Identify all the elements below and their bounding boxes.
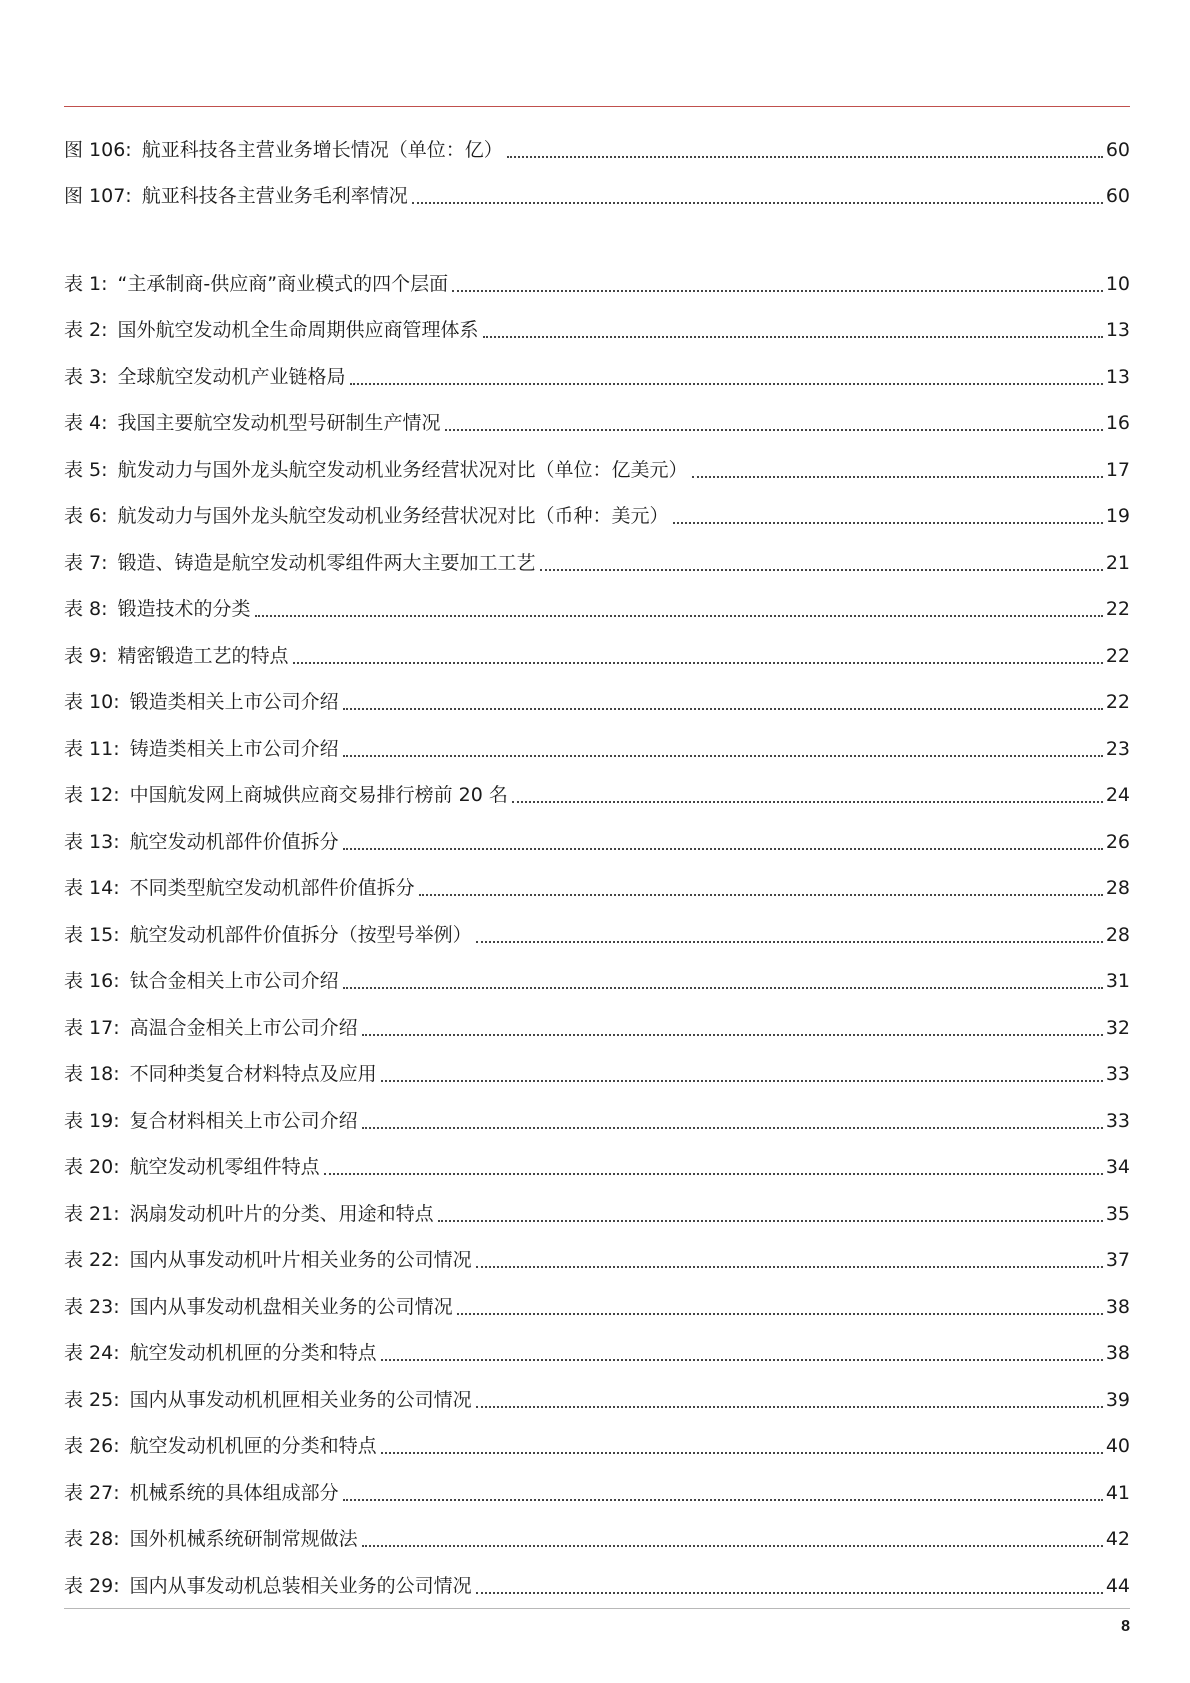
dot-leader <box>476 1266 1103 1268</box>
toc-page-number: 34 <box>1105 1156 1130 1178</box>
toc-title: 航发动力与国外龙头航空发动机业务经营状况对比（单位：亿美元） <box>117 458 688 481</box>
dot-leader <box>324 1173 1103 1175</box>
toc-page-number: 33 <box>1105 1063 1130 1085</box>
toc-page-number: 31 <box>1105 970 1130 992</box>
toc-label: 表 19: <box>64 1109 120 1132</box>
toc-entry-table-1[interactable] <box>64 262 1130 309</box>
toc-label: 表 14: <box>64 877 120 899</box>
toc-label: 表 27: <box>64 1481 120 1504</box>
toc-title: 锻造、铸造是航空发动机零组件两大主要加工工艺 <box>117 551 536 574</box>
dot-leader <box>452 290 1103 292</box>
toc-entry-table-8[interactable] <box>64 588 1130 635</box>
toc-label: 表 3: <box>64 365 108 388</box>
toc-page-number: 13 <box>1105 365 1130 388</box>
toc-title: 不同种类复合材料特点及应用 <box>129 1063 377 1085</box>
toc-title: 不同类型航空发动机部件价值拆分 <box>129 877 415 899</box>
toc-entry-table-6[interactable] <box>64 495 1130 542</box>
toc-title: 高温合金相关上市公司介绍 <box>129 1016 358 1039</box>
toc-entry-table-4[interactable] <box>64 402 1130 449</box>
toc-label: 表 24: <box>64 1342 120 1364</box>
page-number: 8 <box>1121 1618 1130 1635</box>
toc-label: 表 22: <box>64 1249 120 1271</box>
dot-leader <box>483 336 1103 338</box>
toc-page-number: 16 <box>1105 412 1130 434</box>
dot-leader <box>255 615 1103 617</box>
toc-page-number: 22 <box>1105 644 1130 667</box>
toc-entry-table-7[interactable] <box>64 541 1130 588</box>
toc-entry-table-17[interactable] <box>64 1006 1130 1053</box>
toc-page-number: 42 <box>1105 1528 1130 1550</box>
toc-label: 表 13: <box>64 830 120 853</box>
toc-title: 中国航发网上商城供应商交易排行榜前 20 名 <box>129 784 508 806</box>
toc-title: 国内从事发动机机匣相关业务的公司情况 <box>129 1388 472 1411</box>
toc-page-number: 10 <box>1105 272 1130 295</box>
toc-page-number: 60 <box>1105 185 1130 207</box>
toc-label: 表 18: <box>64 1063 120 1085</box>
toc-entry-table-13[interactable] <box>64 820 1130 867</box>
toc-label: 表 10: <box>64 691 120 713</box>
dot-leader <box>673 522 1103 524</box>
toc-title: 国内从事发动机盘相关业务的公司情况 <box>129 1295 453 1318</box>
toc-page-number: 22 <box>1105 691 1130 713</box>
dot-leader <box>512 801 1103 803</box>
dot-leader <box>381 1359 1103 1361</box>
toc-label: 表 15: <box>64 923 120 946</box>
toc-page-number: 26 <box>1105 830 1130 853</box>
toc-label: 表 1: <box>64 272 108 295</box>
toc-label: 表 2: <box>64 319 108 341</box>
header-rule <box>64 106 1130 107</box>
toc-entry-figure-107[interactable] <box>64 175 1130 222</box>
toc-label: 表 6: <box>64 505 108 527</box>
toc-label: 表 12: <box>64 784 120 806</box>
toc-entry-table-18[interactable] <box>64 1053 1130 1100</box>
toc-entry-table-15[interactable] <box>64 913 1130 960</box>
toc-entry-table-2[interactable] <box>64 309 1130 356</box>
dot-leader <box>343 1499 1103 1501</box>
toc-entry-table-29[interactable] <box>64 1564 1130 1611</box>
toc-title: 铸造类相关上市公司介绍 <box>129 737 339 760</box>
toc-label: 图 106: <box>64 138 132 161</box>
toc-page-number: 60 <box>1105 138 1130 161</box>
dot-leader <box>419 894 1103 896</box>
toc-label: 表 9: <box>64 644 108 667</box>
dot-leader <box>362 1127 1103 1129</box>
toc-entry-table-5[interactable] <box>64 448 1130 495</box>
dot-leader <box>476 1406 1103 1408</box>
toc-entry-table-24[interactable] <box>64 1332 1130 1379</box>
toc-label: 表 29: <box>64 1574 120 1597</box>
toc-entry-table-11[interactable] <box>64 727 1130 774</box>
toc-label: 表 7: <box>64 551 108 574</box>
toc-entry-table-3[interactable] <box>64 355 1130 402</box>
toc-title: 机械系统的具体组成部分 <box>129 1481 339 1504</box>
dot-leader <box>343 755 1103 757</box>
toc-title: 航空发动机机匣的分类和特点 <box>129 1342 377 1364</box>
toc-page-number: 38 <box>1105 1342 1130 1364</box>
toc-title: 航发动力与国外龙头航空发动机业务经营状况对比（币种：美元） <box>117 505 669 527</box>
table-of-contents <box>64 128 1130 1611</box>
toc-entry-table-22[interactable] <box>64 1239 1130 1286</box>
toc-label: 表 11: <box>64 737 120 760</box>
toc-title: 全球航空发动机产业链格局 <box>117 365 346 388</box>
toc-entry-figure-106[interactable] <box>64 128 1130 175</box>
dot-leader <box>476 1592 1103 1594</box>
toc-label: 表 25: <box>64 1388 120 1411</box>
toc-page-number: 22 <box>1105 598 1130 620</box>
dot-leader <box>438 1220 1103 1222</box>
toc-page-number: 19 <box>1105 505 1130 527</box>
toc-entry-table-12[interactable] <box>64 774 1130 821</box>
dot-leader <box>350 383 1103 385</box>
toc-label: 表 5: <box>64 458 108 481</box>
toc-title: 复合材料相关上市公司介绍 <box>129 1109 358 1132</box>
toc-page-number: 41 <box>1105 1481 1130 1504</box>
toc-entry-table-9[interactable] <box>64 634 1130 681</box>
toc-entry-table-19[interactable] <box>64 1099 1130 1146</box>
toc-entry-table-28[interactable] <box>64 1518 1130 1565</box>
toc-page-number: 33 <box>1105 1109 1130 1132</box>
dot-leader <box>362 1034 1103 1036</box>
toc-page-number: 38 <box>1105 1295 1130 1318</box>
toc-page-number: 32 <box>1105 1016 1130 1039</box>
dot-leader <box>381 1080 1103 1082</box>
toc-title: 国内从事发动机总装相关业务的公司情况 <box>129 1574 472 1597</box>
toc-entry-table-23[interactable] <box>64 1285 1130 1332</box>
toc-title: 锻造技术的分类 <box>117 598 251 620</box>
toc-page-number: 28 <box>1105 877 1130 899</box>
toc-entry-table-10[interactable] <box>64 681 1130 728</box>
dot-leader <box>412 202 1103 204</box>
toc-page-number: 21 <box>1105 551 1130 574</box>
dot-leader <box>293 662 1103 664</box>
toc-title: 航空发动机零组件特点 <box>129 1156 320 1178</box>
toc-page-number: 37 <box>1105 1249 1130 1271</box>
toc-label: 表 16: <box>64 970 120 992</box>
toc-label: 表 4: <box>64 412 108 434</box>
dot-leader <box>362 1545 1103 1547</box>
dot-leader <box>540 569 1103 571</box>
toc-title: “主承制商-供应商”商业模式的四个层面 <box>117 272 449 295</box>
toc-label: 表 17: <box>64 1016 120 1039</box>
dot-leader <box>692 476 1103 478</box>
toc-title: 国内从事发动机叶片相关业务的公司情况 <box>129 1249 472 1271</box>
dot-leader <box>457 1313 1103 1315</box>
toc-title: 锻造类相关上市公司介绍 <box>129 691 339 713</box>
toc-label: 表 28: <box>64 1528 120 1550</box>
toc-entry-table-16[interactable] <box>64 960 1130 1007</box>
toc-page-number: 28 <box>1105 923 1130 946</box>
toc-label: 表 26: <box>64 1435 120 1457</box>
toc-entry-table-27[interactable] <box>64 1471 1130 1518</box>
toc-title: 航亚科技各主营业务增长情况（单位：亿） <box>141 138 503 161</box>
toc-entry-table-25[interactable] <box>64 1378 1130 1425</box>
dot-leader <box>343 987 1103 989</box>
toc-label: 表 20: <box>64 1156 120 1178</box>
toc-entry-table-20[interactable] <box>64 1146 1130 1193</box>
toc-title: 钛合金相关上市公司介绍 <box>129 970 339 992</box>
toc-title: 航空发动机部件价值拆分（按型号举例） <box>129 923 472 946</box>
dot-leader <box>381 1452 1103 1454</box>
toc-label: 表 8: <box>64 598 108 620</box>
toc-label: 图 107: <box>64 185 132 207</box>
toc-page-number: 17 <box>1105 458 1130 481</box>
toc-title: 航空发动机部件价值拆分 <box>129 830 339 853</box>
toc-page-number: 40 <box>1105 1435 1130 1457</box>
dot-leader <box>343 708 1103 710</box>
toc-title: 航空发动机机匣的分类和特点 <box>129 1435 377 1457</box>
toc-title: 国外机械系统研制常规做法 <box>129 1528 358 1550</box>
toc-page-number: 23 <box>1105 737 1130 760</box>
footer-rule <box>64 1608 1130 1609</box>
dot-leader <box>507 156 1103 158</box>
toc-page-number: 39 <box>1105 1388 1130 1411</box>
toc-title: 我国主要航空发动机型号研制生产情况 <box>117 412 441 434</box>
dot-leader <box>476 941 1103 943</box>
toc-title: 精密锻造工艺的特点 <box>117 644 289 667</box>
toc-page-number: 35 <box>1105 1202 1130 1225</box>
toc-page-number: 13 <box>1105 319 1130 341</box>
toc-entry-table-21[interactable] <box>64 1192 1130 1239</box>
toc-title: 航亚科技各主营业务毛利率情况 <box>141 185 408 207</box>
toc-entry-table-14[interactable] <box>64 867 1130 914</box>
toc-title: 国外航空发动机全生命周期供应商管理体系 <box>117 319 479 341</box>
toc-title: 涡扇发动机叶片的分类、用途和特点 <box>129 1202 434 1225</box>
toc-entry-table-26[interactable] <box>64 1425 1130 1472</box>
dot-leader <box>343 848 1103 850</box>
toc-page-number: 24 <box>1105 784 1130 806</box>
dot-leader <box>445 429 1103 431</box>
toc-label: 表 23: <box>64 1295 120 1318</box>
toc-page-number: 44 <box>1105 1574 1130 1597</box>
toc-label: 表 21: <box>64 1202 120 1225</box>
